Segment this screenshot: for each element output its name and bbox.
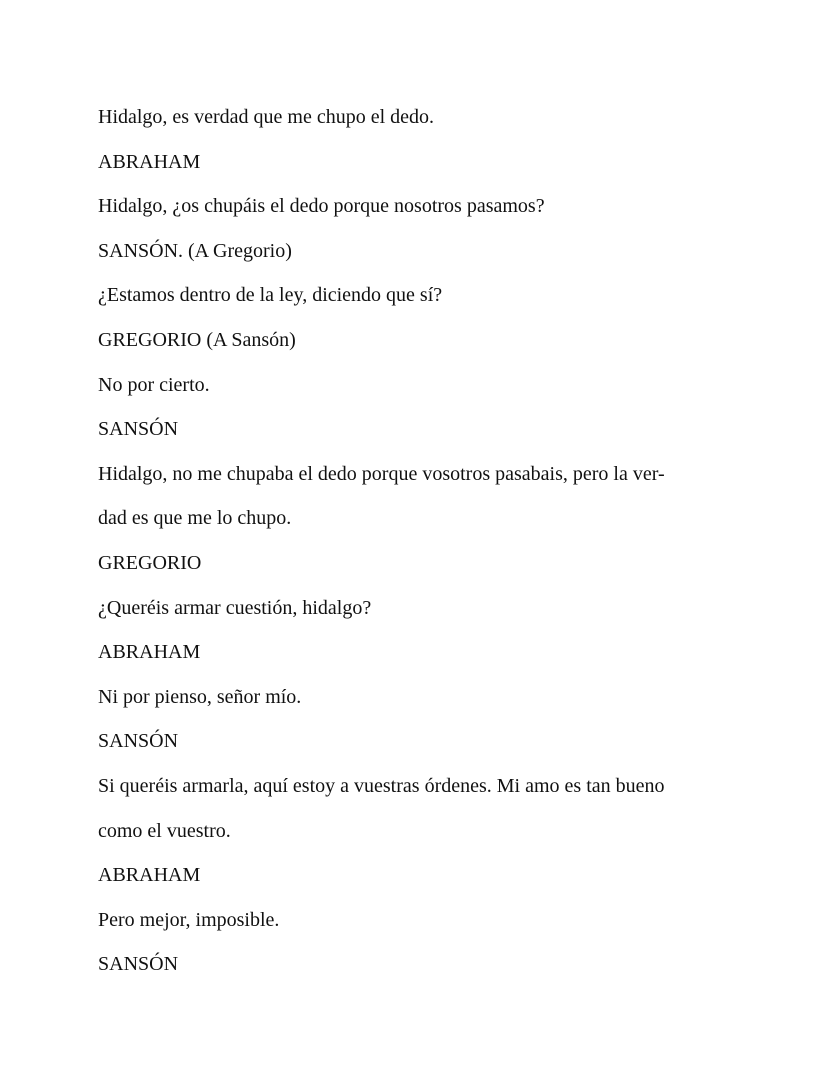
speaker-name: SANSÓN (98, 730, 179, 753)
dialogue-line: dad es que me lo chupo. (98, 507, 292, 530)
speaker-name: GREGORIO (98, 551, 202, 574)
speaker-name: ABRAHAM (98, 864, 201, 887)
speaker-name: GREGORIO (A Sansón) (98, 328, 296, 351)
dialogue-line: Hidalgo, ¿os chupáis el dedo porque nosotros pasamos? (98, 195, 545, 218)
document-page (98, 95, 718, 987)
dialogue-line: Pero mejor, imposible. (98, 908, 280, 931)
dialogue-line: Hidalgo, no me chupaba el dedo porque vosotros pasabais, pero la ver- (98, 462, 665, 485)
speaker-name: SANSÓN (98, 953, 179, 976)
dialogue-line: ¿Queréis armar cuestión, hidalgo? (98, 596, 372, 619)
speaker-name: SANSÓN (98, 418, 179, 441)
dialogue-line: No por cierto. (98, 373, 210, 396)
dialogue-line: Hidalgo, es verdad que me chupo el dedo. (98, 106, 435, 128)
speaker-name: ABRAHAM (98, 641, 201, 664)
dialogue-line: como el vuestro. (98, 819, 231, 842)
dialogue-line: Ni por pienso, señor mío. (98, 685, 302, 708)
speaker-name: SANSÓN. (A Gregorio) (98, 239, 292, 262)
dialogue-line: Si queréis armarla, aquí estoy a vuestras órdenes. Mi amo es tan bueno (98, 774, 665, 797)
dialogue-line: ¿Estamos dentro de la ley, diciendo que sí? (98, 284, 443, 307)
speaker-name: ABRAHAM (98, 150, 201, 173)
